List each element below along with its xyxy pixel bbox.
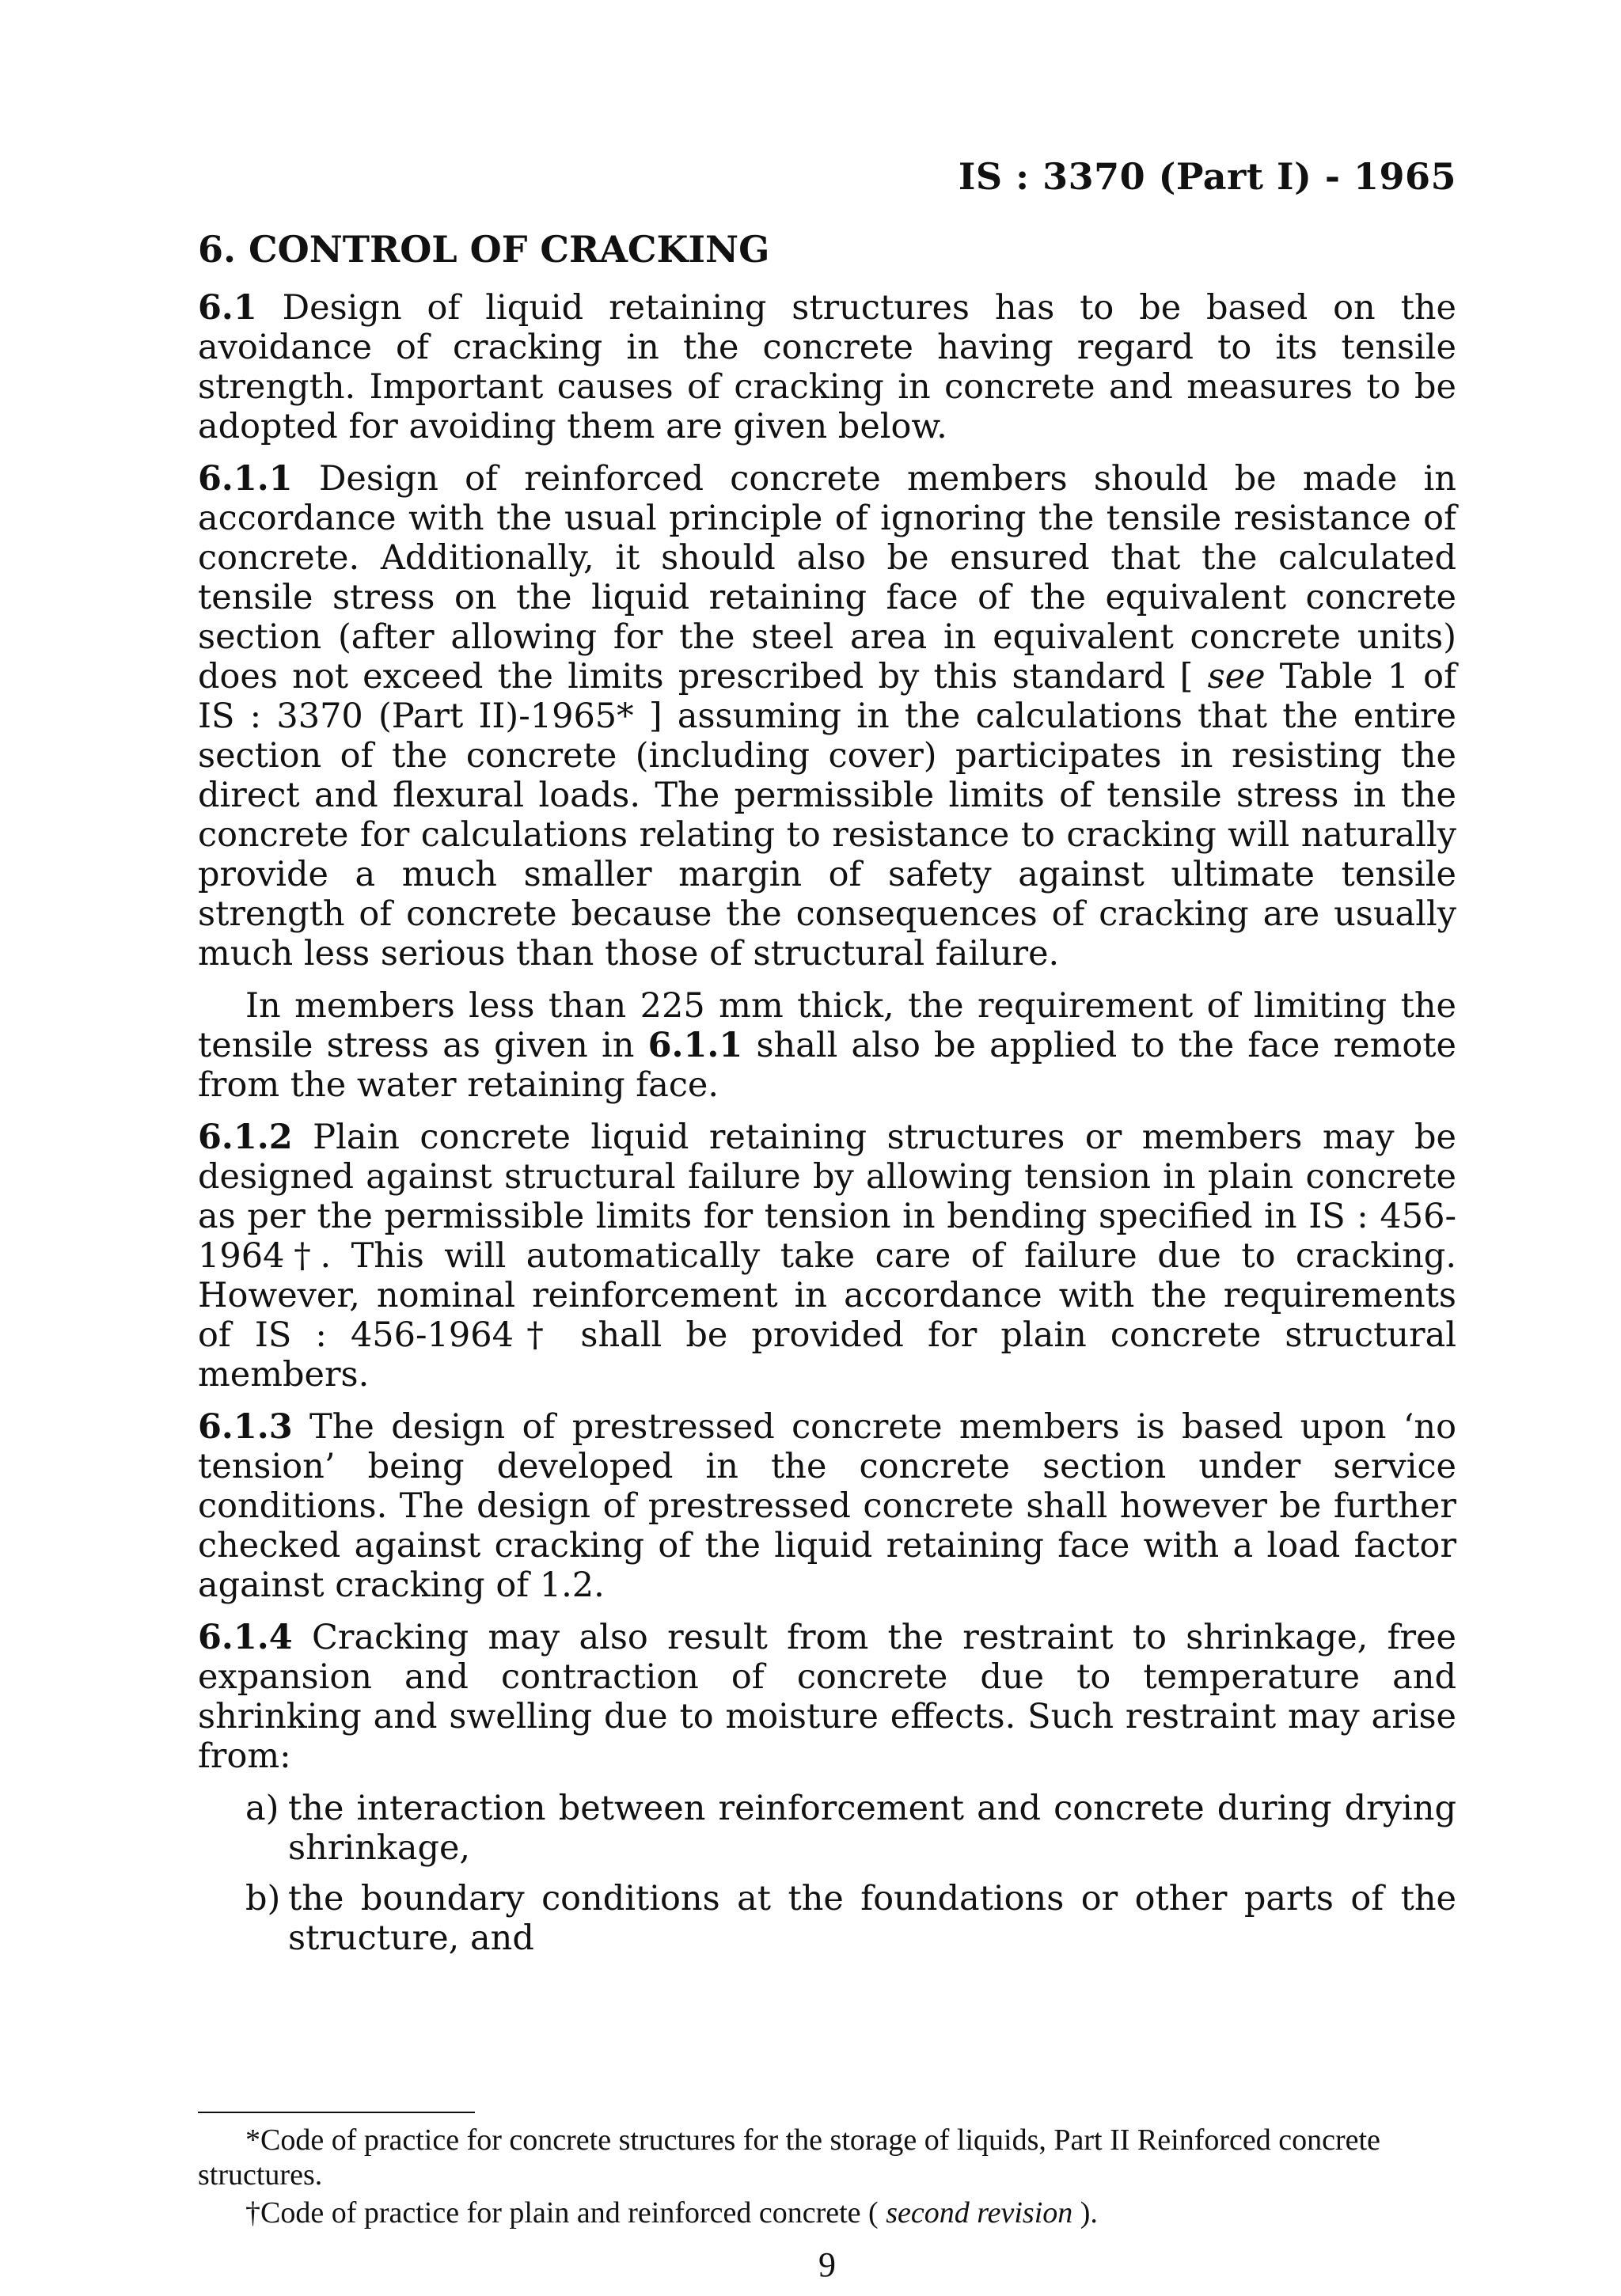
footnotes — [198, 2112, 1456, 2233]
footnote-2 — [198, 2195, 1456, 2230]
footnote-divider — [198, 2112, 475, 2113]
list-marker: b) — [245, 1879, 281, 1918]
document-body — [198, 288, 1456, 1969]
clause-6-1-1 — [198, 459, 1456, 973]
clause-6-1 — [198, 288, 1456, 446]
see-reference: see — [1207, 657, 1266, 696]
footnote-text: ). — [1072, 2196, 1098, 2230]
clause-text: Cracking may also result from the restraint to shrinkage, free expansion and contraction of concrete due to temperature and shrinking and swelling due to moisture effects. Such restraint may arise from: — [198, 1618, 1456, 1776]
clause-number: 6.1 — [198, 288, 257, 328]
clause-text: shall also be applied to the face remote from the water retaining face. — [198, 1026, 1456, 1105]
clause-6-1-4 — [198, 1618, 1456, 1776]
clause-text: Design of liquid retaining structures has to be based on the avoidance of cracking in the concrete having regard to its tensile strength. Important causes of cracking in concrete and measures to be adopted for avoiding them are given below. — [198, 288, 1456, 446]
section-heading: 6. CONTROL OF CRACKING — [198, 228, 770, 271]
standard-number: IS : 3370 (Part I) - 1965 — [958, 155, 1456, 198]
clause-text: Design of reinforced concrete members should be made in accordance with the usual principle of ignoring the tensile resistance of concrete. Additionally, it should also be ensured that the calculated tensile stress on the liquid retaining face of the equivalent concrete section (after allowing for the steel area in equivalent concrete units) does not exceed the limits prescribed by this standard [ — [198, 459, 1456, 696]
list-item — [198, 1789, 1456, 1868]
restraint-list — [198, 1789, 1456, 1958]
footnote-1: *Code of practice for concrete structures for the storage of liquids, Part II Reinforced concrete structures. — [198, 2123, 1380, 2192]
clause-number: 6.1.2 — [198, 1118, 293, 1157]
clause-text: Table 1 of IS : 3370 (Part II)-1965* ] assuming in the calculations that the entire section of the concrete (including cover) participates in resisting the direct and flexural loads. The permissible limits of tensile stress in the concrete for calculations relating to resistance to cracking will naturally provide a much smaller margin of safety against ultimate tensile strength of concrete because the consequences of cracking are usually much less serious than those of structural failure. — [198, 657, 1456, 973]
clause-6-1-3 — [198, 1407, 1456, 1605]
footnote-italic: second revision — [886, 2196, 1073, 2230]
list-item-text: the boundary conditions at the foundations or other parts of the structure, and — [288, 1879, 1456, 1958]
list-item-text: the interaction between reinforcement and concrete during drying shrinkage, — [288, 1789, 1456, 1868]
page-number: 9 — [818, 2245, 836, 2284]
footnote-text: †Code of practice for plain and reinforced concrete ( — [245, 2196, 886, 2230]
clause-number: 6.1.4 — [198, 1618, 293, 1657]
clause-reference: 6.1.1 — [647, 1026, 743, 1065]
clause-text: Plain concrete liquid retaining structures or members may be designed against structural failure by allowing tension in plain concrete as per the permissible limits for tension in bending specified in IS : 456-1964†. This will automatically take care of failure due to cracking. However, nominal reinforcement in accordance with the requirements of IS : 456-1964† shall be provided for plain concrete structural members. — [198, 1118, 1456, 1395]
clause-6-1-1-continuation — [198, 986, 1456, 1105]
clause-text: The design of prestressed concrete members is based upon ‘no tension’ being developed in the concrete section under service conditions. The design of prestressed concrete shall however be further checked against cracking of the liquid retaining face with a load factor against cracking of 1.2. — [198, 1407, 1456, 1605]
clause-number: 6.1.3 — [198, 1407, 293, 1447]
list-marker: a) — [245, 1789, 279, 1828]
clause-text: In members less than 225 mm thick, the requirement of limiting the tensile stress as given in — [198, 986, 1456, 1065]
clause-number: 6.1.1 — [198, 459, 293, 499]
clause-6-1-2 — [198, 1118, 1456, 1395]
list-item — [198, 1879, 1456, 1958]
